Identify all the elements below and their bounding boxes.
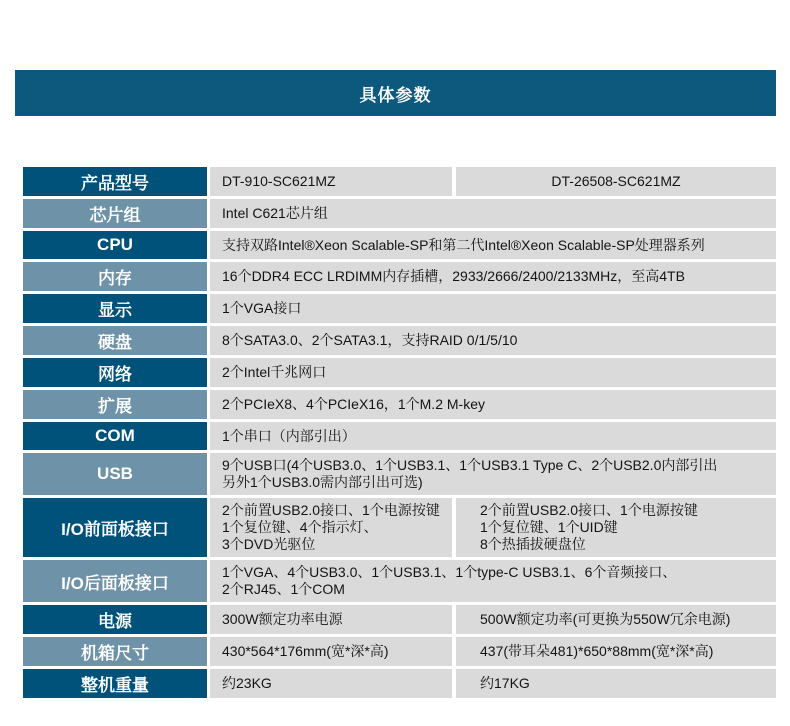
spec-value-line: 约17KG bbox=[480, 675, 530, 691]
spec-value-line: 2个Intel千兆网口 bbox=[222, 364, 327, 380]
spec-value-line: DT-910-SC621MZ bbox=[222, 173, 336, 189]
spec-row-values bbox=[210, 199, 776, 228]
table-row bbox=[23, 605, 776, 634]
spec-value-line: 1个VGA接口 bbox=[222, 300, 302, 316]
spec-row-label: 网络 bbox=[23, 358, 207, 387]
spec-value-cell-product1 bbox=[210, 637, 452, 666]
table-row bbox=[23, 231, 776, 259]
spec-value-cell bbox=[210, 294, 776, 323]
table-row bbox=[23, 358, 776, 387]
spec-row-label: I/O前面板接口 bbox=[23, 498, 207, 557]
section-title-bar bbox=[15, 70, 776, 116]
spec-value-line: 另外1个USB3.0需内部引出可选) bbox=[222, 474, 423, 490]
spec-value-cell bbox=[210, 199, 776, 228]
spec-row-values bbox=[210, 637, 776, 666]
spec-row-values bbox=[210, 358, 776, 387]
spec-row-label: CPU bbox=[23, 231, 207, 259]
spec-value-line: 500W额定功率(可更换为550W冗余电源) bbox=[480, 611, 731, 627]
spec-row-label: 显示 bbox=[23, 294, 207, 323]
spec-row-label: USB bbox=[23, 453, 207, 495]
spec-row-values bbox=[210, 560, 776, 602]
spec-row-label: 电源 bbox=[23, 605, 207, 634]
spec-value-cell bbox=[210, 560, 776, 602]
spec-row-label: 内存 bbox=[23, 262, 207, 291]
spec-value-cell bbox=[210, 390, 776, 419]
spec-row-label: 产品型号 bbox=[23, 167, 207, 196]
spec-value-line: 3个DVD光驱位 bbox=[222, 536, 316, 552]
spec-row-values bbox=[210, 422, 776, 450]
spec-row-values bbox=[210, 167, 776, 196]
spec-value-cell bbox=[210, 262, 776, 291]
spec-table bbox=[23, 167, 776, 701]
table-row bbox=[23, 294, 776, 323]
spec-value-line: 9个USB口(4个USB3.0、1个USB3.1、1个USB3.1 Type C、2个USB2.0内部引出 bbox=[222, 457, 718, 473]
table-row bbox=[23, 669, 776, 698]
table-row bbox=[23, 422, 776, 450]
spec-row-label: 硬盘 bbox=[23, 326, 207, 355]
spec-value-line: 1个复位键、1个UID键 bbox=[480, 519, 618, 535]
spec-value-line: 1个复位键、4个指示灯、 bbox=[222, 519, 378, 535]
spec-value-line: 2个前置USB2.0接口、1个电源按键 bbox=[222, 502, 440, 518]
spec-value-cell-product2 bbox=[456, 637, 776, 666]
spec-row-values bbox=[210, 498, 776, 557]
spec-value-line: 437(带耳朵481)*650*88mm(宽*深*高) bbox=[480, 643, 714, 659]
spec-value-cell-product1 bbox=[210, 605, 452, 634]
spec-row-values bbox=[210, 390, 776, 419]
spec-row-values bbox=[210, 605, 776, 634]
table-row bbox=[23, 326, 776, 355]
spec-value-cell bbox=[210, 358, 776, 387]
spec-value-line: 430*564*176mm(宽*深*高) bbox=[222, 643, 389, 659]
spec-value-cell-product2 bbox=[456, 669, 776, 698]
spec-value-cell-product2 bbox=[456, 167, 776, 196]
spec-row-values bbox=[210, 453, 776, 495]
spec-value-line: 2个PCIeX8、4个PCIeX16，1个M.2 M-key bbox=[222, 396, 485, 412]
spec-value-cell-product1 bbox=[210, 498, 452, 557]
spec-value-line: 2个前置USB2.0接口、1个电源按键 bbox=[480, 502, 698, 518]
spec-value-line: 约23KG bbox=[222, 675, 272, 691]
spec-row-label: COM bbox=[23, 422, 207, 450]
spec-value-cell-product1 bbox=[210, 669, 452, 698]
table-row bbox=[23, 453, 776, 495]
spec-row-label: 机箱尺寸 bbox=[23, 637, 207, 666]
spec-value-line: 1个VGA、4个USB3.0、1个USB3.1、1个type-C USB3.1、6个音频接口、 bbox=[222, 564, 677, 580]
spec-value-line: 支持双路Intel®Xeon Scalable-SP和第二代Intel®Xeon Scalable-SP处理器系列 bbox=[222, 236, 705, 253]
section-title: 具体参数 bbox=[359, 85, 432, 105]
spec-row-values bbox=[210, 231, 776, 259]
spec-row-label: 扩展 bbox=[23, 390, 207, 419]
spec-row-label: 整机重量 bbox=[23, 669, 207, 698]
table-row bbox=[23, 637, 776, 666]
table-row bbox=[23, 262, 776, 291]
spec-value-line: 8个SATA3.0、2个SATA3.1，支持RAID 0/1/5/10 bbox=[222, 332, 518, 348]
spec-value-line: 8个热插拔硬盘位 bbox=[480, 536, 586, 552]
spec-value-cell bbox=[210, 422, 776, 450]
spec-value-line: DT-26508-SC621MZ bbox=[551, 173, 681, 189]
spec-value-line: Intel C621芯片组 bbox=[222, 205, 328, 221]
spec-row-values bbox=[210, 326, 776, 355]
spec-value-cell bbox=[210, 326, 776, 355]
spec-row-values bbox=[210, 294, 776, 323]
spec-row-values bbox=[210, 262, 776, 291]
spec-value-cell bbox=[210, 453, 776, 495]
spec-row-label: I/O后面板接口 bbox=[23, 560, 207, 602]
spec-value-line: 300W额定功率电源 bbox=[222, 611, 343, 627]
table-row bbox=[23, 199, 776, 228]
table-row bbox=[23, 498, 776, 557]
spec-value-cell-product2 bbox=[456, 498, 776, 557]
table-row bbox=[23, 167, 776, 196]
spec-value-cell-product1 bbox=[210, 167, 452, 196]
spec-value-cell bbox=[210, 231, 776, 259]
table-row bbox=[23, 560, 776, 602]
spec-row-values bbox=[210, 669, 776, 698]
spec-value-cell-product2 bbox=[456, 605, 776, 634]
table-row bbox=[23, 390, 776, 419]
spec-value-line: 16个DDR4 ECC LRDIMM内存插槽，2933/2666/2400/2133MHz，至高4TB bbox=[222, 268, 685, 284]
spec-value-line: 1个串口（内部引出） bbox=[222, 427, 356, 444]
spec-value-line: 2个RJ45、1个COM bbox=[222, 581, 345, 597]
spec-row-label: 芯片组 bbox=[23, 199, 207, 228]
